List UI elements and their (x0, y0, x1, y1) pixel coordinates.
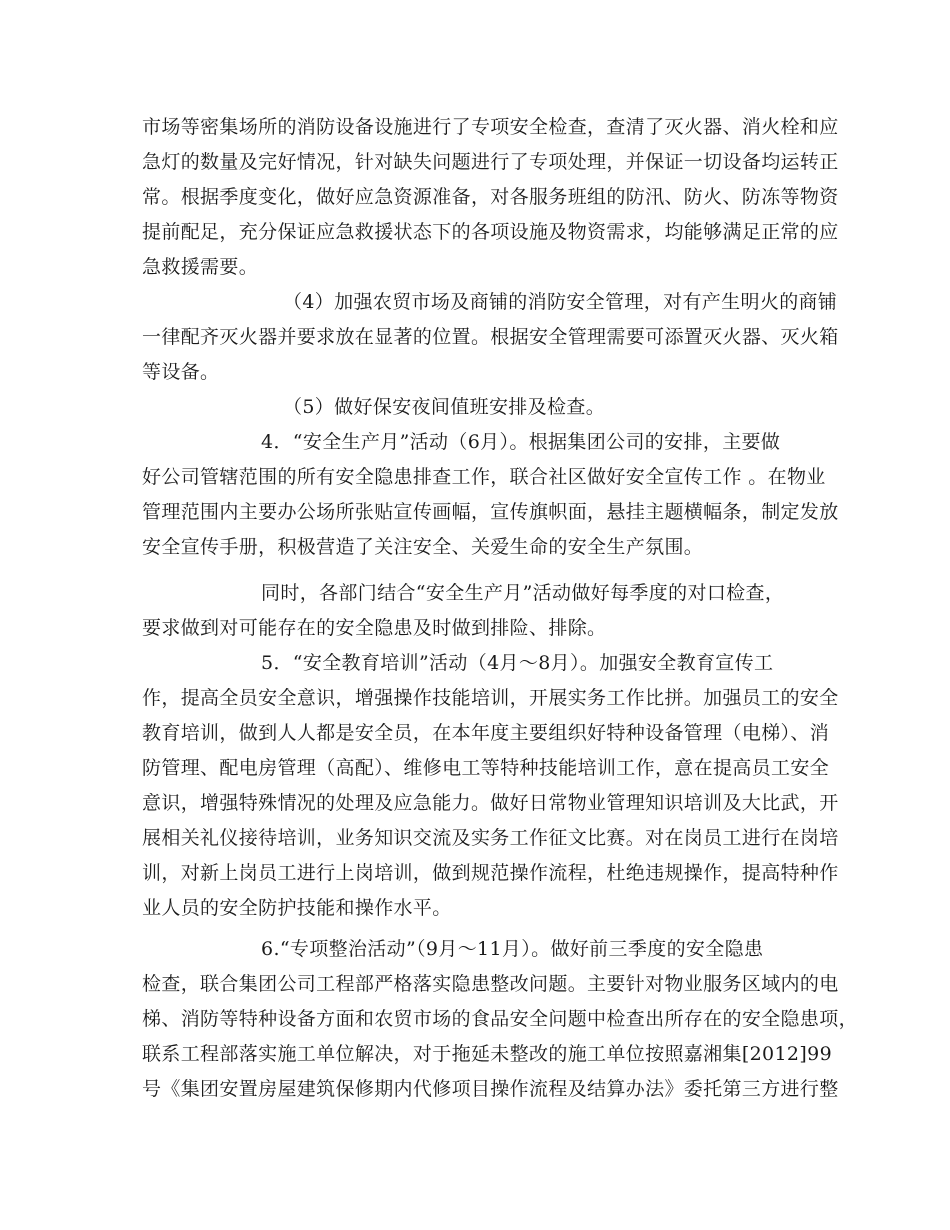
text-line: 意识，增强特殊情况的处理及应急能力。做好日常物业管理知识培训及大比武，开 (142, 792, 839, 814)
text-line: 一律配齐灭火器并要求放在显著的位置。根据安全管理需要可添置灭火器、灭火箱 (142, 326, 839, 348)
paragraph-start: 同时，各部门结合“安全生产月”活动做好每季度的对口检查， (261, 582, 785, 604)
section-heading-6: 6.“专项整治活动”（9月～11月）。做好前三季度的安全隐患 (261, 938, 764, 960)
text-line: 作，提高全员安全意识，增强操作技能培训，开展实务工作比拼。加强员工的安全 (142, 687, 839, 709)
text-line: 防管理、配电房管理（高配）、维修电工等特种技能培训工作，意在提高员工安全 (142, 757, 830, 779)
text-line: 等设备。 (142, 361, 220, 383)
text-line: 展相关礼仪接待培训，业务知识交流及实务工作征文比赛。对在岗员工进行在岗培 (142, 827, 839, 849)
text-line: 急灯的数量及完好情况，针对缺失问题进行了专项处理，并保证一切设备均运转正 (142, 151, 839, 173)
text-line: 管理范围内主要办公场所张贴宣传画幅，宣传旗帜面，悬挂主题横幅条，制定发放 (142, 501, 839, 523)
paragraph-heading-4: （4）加强农贸市场及商铺的消防安全管理，对有产生明火的商铺 (283, 291, 838, 313)
paragraph-heading-5: （5）做好保安夜间值班安排及检查。 (283, 396, 606, 418)
text-line: 安全宣传手册，积极营造了关注安全、关爱生命的安全生产氛围。 (142, 536, 704, 558)
section-heading-4: 4．“安全生产月”活动（6月）。根据集团公司的安排，主要做 (261, 431, 781, 453)
text-line: 检查，联合集团公司工程部严格落实隐患整改问题。主要针对物业服务区域内的电 (142, 973, 839, 995)
text-line: 常。根据季度变化，做好应急资源准备，对各服务班组的防汛、防火、防冻等物资 (142, 186, 839, 208)
text-line: 训，对新上岗员工进行上岗培训，做到规范操作流程，杜绝违规操作，提高特种作 (142, 862, 839, 884)
text-line: 急救援需要。 (142, 256, 259, 278)
text-line: 号《集团安置房屋建筑保修期内代修项目操作流程及结算办法》委托第三方进行整 (142, 1078, 839, 1100)
text-line: 要求做到对可能存在的安全隐患及时做到排险、排除。 (142, 617, 607, 639)
text-line: 教育培训，做到人人都是安全员，在本年度主要组织好特种设备管理（电梯）、消 (142, 722, 830, 744)
text-line: 市场等密集场所的消防设备设施进行了专项安全检查，查清了灭火器、消火栓和应 (142, 116, 839, 138)
section-heading-5: 5．“安全教育培训”活动（4月～8月）。加强安全教育宣传工 (261, 652, 774, 674)
text-line: 提前配足，充分保证应急救援状态下的各项设施及物资需求，均能够满足正常的应 (142, 221, 839, 243)
text-line: 梯、消防等特种设备方面和农贸市场的食品安全问题中检查出所存在的安全隐患项， (142, 1008, 858, 1030)
text-line: 联系工程部落实施工单位解决，对于拖延未整改的施工单位按照嘉湘集[2012]99 (142, 1043, 833, 1065)
text-line: 业人员的安全防护技能和操作水平。 (142, 897, 452, 919)
text-line: 好公司管辖范围的所有安全隐患排查工作，联合社区做好安全宣传工作 。在物业 (142, 466, 826, 488)
